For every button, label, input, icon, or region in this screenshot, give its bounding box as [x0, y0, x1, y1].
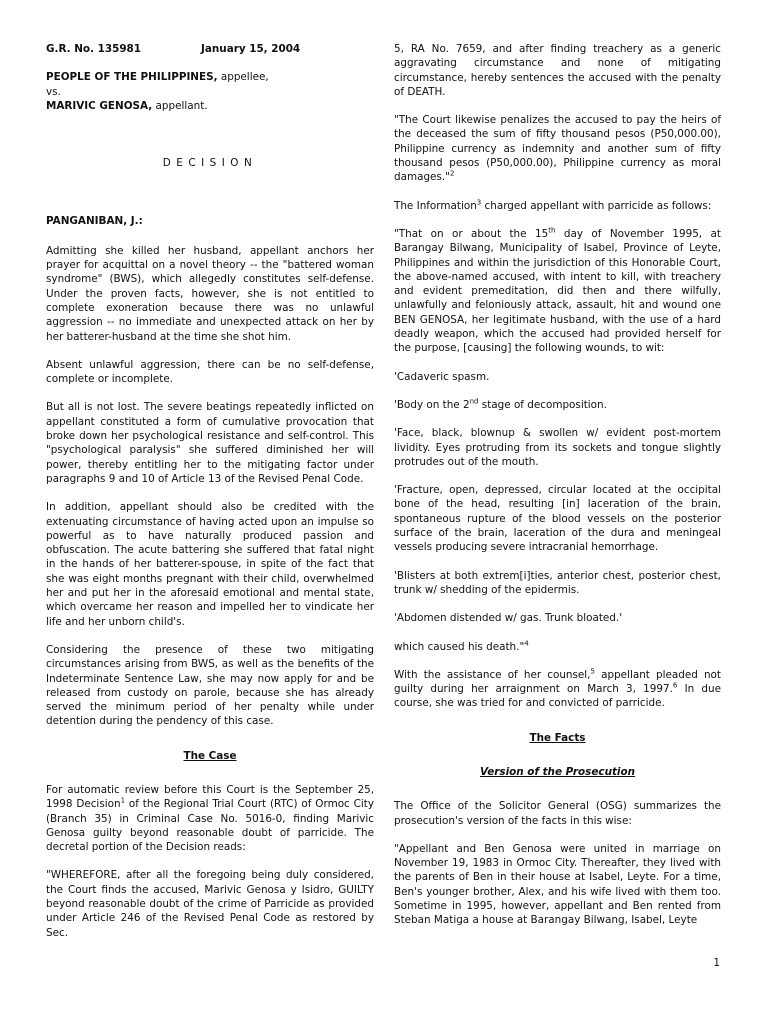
text-run: which caused his death." — [394, 640, 525, 653]
paragraph: But all is not lost. The severe beatings repeatedly inflicted on appellant constituted a form of cumulative provocation that broke down her psychological resistance and self-control. This "psychological paralysis" she suffered diminished her will power, thereby entitling her to the mitigating factor under paragraphs 9 and 10 of Article 13 of the Revised Penal Code. — [46, 401, 374, 485]
footnote-ref[interactable]: 5 — [590, 667, 595, 676]
section-heading-the-facts: The Facts — [529, 731, 586, 744]
text-run: day of November 1995, at Barangay Bilwang, Municipality of Isabel, Province of Leyte, Philippines and within the jurisdiction of this Honorable Court, the above-named accused, with intent to kill, with treachery and evident premeditation, did then and there wilfully, unlawfully and feloniously attack, assault, hit and wound one BEN GENOSA, her legitimate husband, with the use of a hard deadly weapon, which the accused had provided herself for the purpose, [causing] the following wounds, to wit: — [394, 227, 722, 355]
wound-item: 'Cadaveric spasm. — [394, 370, 490, 383]
paragraph — [394, 640, 721, 654]
text-run: of the Regional Trial Court (RTC) of Ormoc City (Branch 35) in Criminal Case No. 5016-0, finding Marivic Genosa guilty beyond reasonable doubt of parricide. The decretal portion of the Decision reads: — [46, 798, 375, 854]
wound-item: 'Face, black, blownup & swollen w/ evident post-mortem lividity. Eyes protruding from its sockets and tongue slightly protrudes out of the mouth. — [394, 427, 721, 468]
text-run: stage of decomposition. — [478, 398, 607, 411]
paragraph: "WHEREFORE, after all the foregoing being duly considered, the Court finds the accused, Marivic Genosa y Isidro, GUILTY beyond reasonable doubt of the crime of Parricide as provided under Article 246 of the Revised Penal Code as restored by Sec. — [46, 869, 374, 939]
wound-item: 'Fracture, open, depressed, circular located at the occipital bone of the head, resulting [in] laceration of the brain, spontaneous rupture of the blood vessels on the posterior surface of the brain, laceration of the dura and meningeal vessels producing severe intracranial hemorrhage. — [394, 484, 721, 554]
text-run: charged appellant with parricide as follows: — [481, 199, 712, 212]
appellant-role: appellant. — [152, 99, 208, 112]
footnote-ref[interactable]: 2 — [449, 169, 455, 178]
ordinal-suffix: nd — [469, 397, 479, 406]
ponente: PANGANIBAN, J.: — [46, 215, 143, 228]
wound-item — [394, 398, 721, 412]
text-run: In due course, she was tried for and convicted of parricide. — [394, 683, 721, 710]
page-number: 1 — [713, 957, 720, 969]
party-appellee — [46, 70, 374, 84]
paragraph: Absent unlawful aggression, there can be no self-defense, complete or incomplete. — [46, 358, 374, 386]
right-column — [394, 42, 721, 942]
parties-block — [46, 70, 374, 113]
paragraph — [394, 668, 721, 711]
left-column — [46, 42, 374, 954]
decision-title: DECISION — [162, 157, 258, 170]
paragraph — [394, 199, 721, 213]
appellant-name: MARIVIC GENOSA, — [46, 99, 153, 112]
text-run: With the assistance of her counsel, — [394, 668, 591, 681]
paragraph — [46, 783, 374, 854]
decision-date: January 15, 2004 — [201, 43, 301, 55]
paragraph — [394, 113, 721, 184]
appellee-name: PEOPLE OF THE PHILIPPINES, — [46, 71, 218, 84]
text-run: "That on or about the 15 — [394, 227, 549, 240]
footnote-ref[interactable]: 3 — [476, 198, 482, 207]
paragraph: Considering the presence of these two mitigating circumstances arising from BWS, as well as the benefits of the Indeterminate Sentence Law, she may now apply for and be released from custody on parole, because she has already served the minimum period of her penalty while under detention during the pendency of this case. — [46, 643, 374, 728]
text-run: For automatic review before this Court is the September 25, 1998 Decision — [46, 783, 374, 811]
wound-item: 'Blisters at both extrem[i]ties, anterior chest, posterior chest, trunk w/ shedding of the epidermis. — [394, 569, 721, 596]
gr-number: G.R. No. 135981 — [46, 43, 142, 55]
footnote-ref[interactable]: 6 — [672, 681, 678, 690]
paragraph — [394, 227, 721, 356]
ordinal-suffix: th — [548, 226, 556, 235]
footnote-ref[interactable]: 4 — [524, 639, 529, 648]
versus-text: vs. — [46, 85, 61, 98]
paragraph: The Office of the Solicitor General (OSG) summarizes the prosecution's version of the facts in this wise: — [394, 800, 721, 827]
text-run: 'Body on the 2 — [394, 398, 470, 411]
section-heading-prosecution: Version of the Prosecution — [479, 765, 636, 778]
party-appellant — [46, 99, 374, 113]
text-run: appellant pleaded not guilty during her arraignment on March 3, 1997. — [394, 668, 721, 696]
paragraph: In addition, appellant should also be credited with the extenuating circumstance of having acted upon an impulse so powerful as to have naturally produced passion and obfuscation. The acute battering she suffered that fatal night in the hands of her batterer-spouse, in spite of the fact that she was eight months pregnant with their child, overwhelmed her and put her in the aforesaid emotional and mental state, which overcame her reason and impelled her to vindicate her life and her unborn child's. — [46, 501, 374, 628]
paragraph: "Appellant and Ben Genosa were united in marriage on November 19, 1983 in Ormoc City. Thereafter, they lived with the parents of Ben in their house at Isabel, Leyte. For a time, Ben's younger brother, Alex, and his wife lived with them too. Sometime in 1995, however, appellant and Ben rented from Steban Matiga a house at Barangay Bilwang, Isabel, Leyte — [394, 842, 721, 927]
paragraph: 5, RA No. 7659, and after finding treachery as a generic aggravating circumstance and none of mitigating circumstance, hereby sentences the accused with the penalty of DEATH. — [394, 43, 721, 98]
wound-item: 'Abdomen distended w/ gas. Trunk bloated.' — [394, 612, 623, 625]
case-header — [46, 42, 374, 56]
text-run: The Information — [394, 199, 477, 212]
footnote-ref[interactable]: 1 — [120, 796, 126, 805]
paragraph: Admitting she killed her husband, appellant anchors her prayer for acquittal on a novel theory -- the "battered woman syndrome" (BWS), which allegedly constitutes self-defense. Under the proven facts, however, she is not entitled to complete exoneration because there was no unlawful aggression -- no immediate and unexpected attack on her by her batterer-husband at the time she shot him. — [46, 244, 374, 343]
appellee-role: appellee, — [217, 71, 269, 84]
section-heading-the-case: The Case — [183, 749, 237, 762]
text-run: "The Court likewise penalizes the accused to pay the heirs of the deceased the sum of fifty thousand pesos (P50,000.00), Philippine currency as indemnity and another sum of fifty thousand pesos (P50,000.00), Philippine currency as moral damages." — [394, 114, 721, 184]
